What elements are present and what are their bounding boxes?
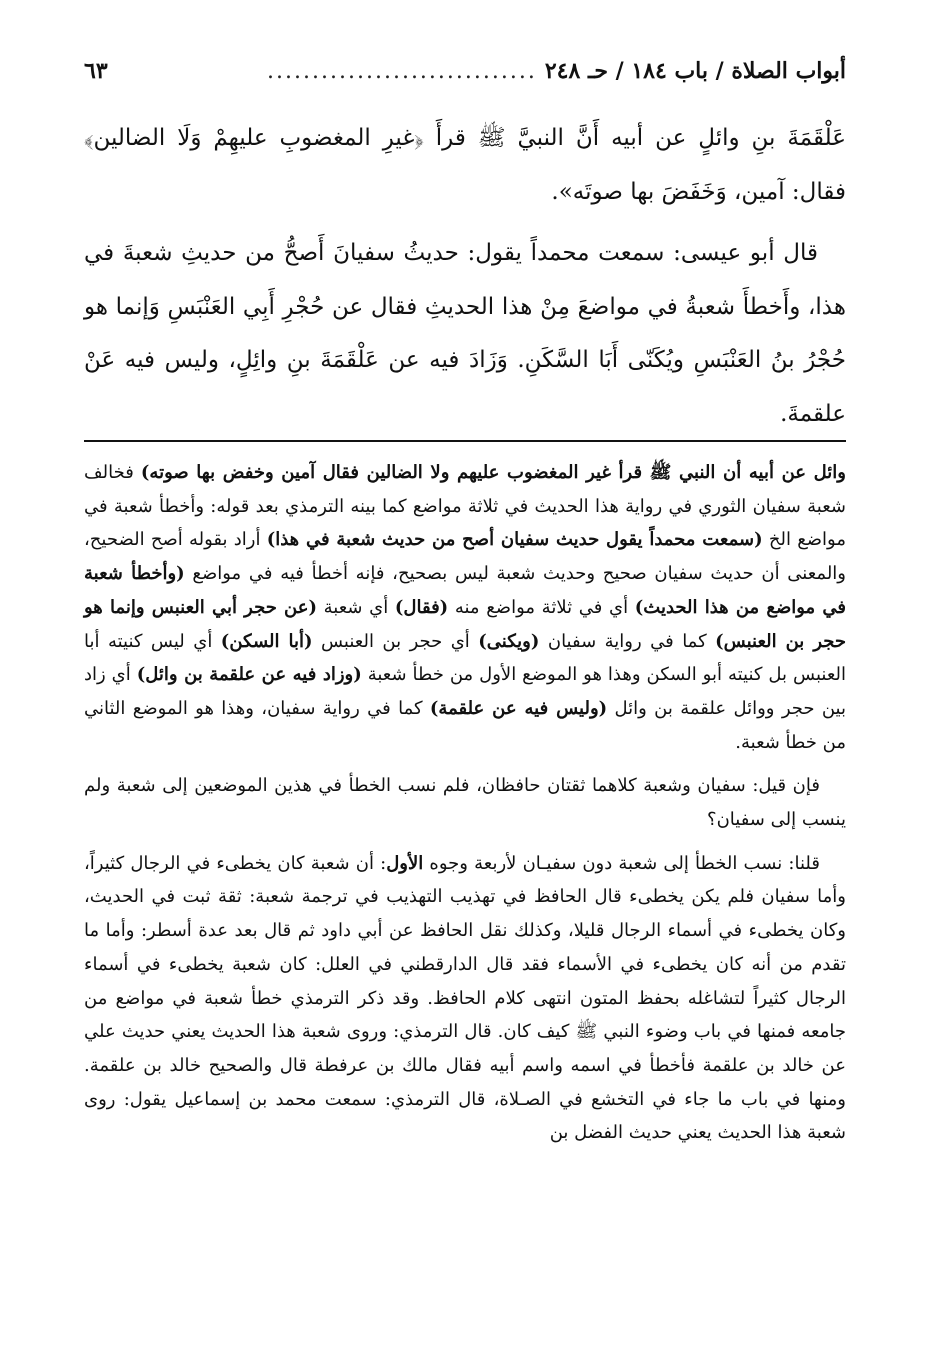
point-label: الأول: [386, 852, 424, 874]
leader-dots: ..............................: [267, 59, 537, 84]
quoted-text: (أبا السكن): [220, 630, 313, 652]
commentary-text: قلنا: نسب الخطأ إلى شعبة دون سفيـان لأربعة وجوه: [423, 852, 820, 874]
quoted-text: (وزاد فيه عن علقمة بن وائل): [136, 664, 362, 686]
commentary-text: أي ليس كنيته أبا العنبس بل كنيته أبو السكن وهذا هو الموضع الأول من خطأ شعبة: [84, 630, 846, 686]
quoted-text: (ويكنى): [478, 630, 540, 652]
commentary-text: أي شعبة: [317, 596, 395, 618]
commentary-text: كما في رواية سفيان: [539, 630, 716, 652]
running-title: أبواب الصلاة / باب ١٨٤ / حـ ٢٤٨: [544, 58, 846, 84]
commentary-text: فخالف شعبة سفيان الثوري في رواية هذا الحديث في ثلاثة مواضع كما بينه الترمذي بعد قوله: وأخطأ شعبة في مواضع الخ: [84, 462, 846, 551]
quoted-text: (وليس فيه عن علقمة): [429, 697, 608, 719]
commentary-paragraph-3: [84, 847, 846, 1150]
quoted-text: وائل عن أبيه أن النبي ﷺ قرأ غير المغضوب عليهم ولا الضالين فقال آمين وخفض بها صوته): [140, 462, 846, 483]
footnote-divider: [84, 440, 846, 442]
quoted-text: (سمعت محمداً يقول حديث سفيان أصح من حديث شعبة في هذا): [266, 529, 763, 551]
commentary-text: أراد بقوله أصح الضحيح، والمعنى أن حديث سفيان صحيح وحديث شعبة ليس بصحيح، فإنه أخطأ فيه في مواضع: [84, 529, 846, 585]
page-header: [84, 58, 846, 96]
commentary-paragraph-2: فإن قيل: سفيان وشعبة كلاهما ثقتان حافظان، فلم نسب الخطأ في هذين الموضعين إلى شعبة ولم ينسب إلى سفيان؟: [84, 775, 846, 831]
quoted-text: (عن حجر أبي العنبس وإنما هو حجر بن العنبس): [84, 596, 846, 652]
commentary-text: أي زاد بين حجر ووائل علقمة بن وائل: [84, 664, 846, 719]
main-paragraph-2: قال أبو عيسى: سمعت محمداً يقول: حديثُ سفيانَ أَصحُّ من حديثِ شعبةَ في هذا، وأَخطأَ شعبةُ في مواضعَ مِنْ هذا الحديثِ فقال عن حُجْرِ أَبِي العَنْبَسِ وَإنما هو حُجْرُ بنُ العَنْبَسِ ويُكَنّى أَبَا السَّكَنِ. وَزَادَ فيه عن عَلْقَمَةَ بنِ وائِلٍ، وليس فيه عَنْ علقمةَ.: [84, 240, 846, 427]
commentary-paragraph-1: [84, 456, 846, 759]
commentary-text: أي في ثلاثة مواضع منه: [448, 596, 635, 618]
commentary-text: أي حجر بن العنبس: [312, 630, 479, 652]
quoted-text: (وأخطأ شعبة في مواضع من هذا الحديث): [84, 563, 846, 618]
main-paragraph-1: عَلْقَمَةَ بنِ وائلٍ عن أبيه أَنَّ النبيَّ ﷺ قرأَ ﴿غيرِ المغضوبِ عليهِمْ وَلَا الضالين﴾ فقال: آمين، وَخَفَضَ بها صوتَه».: [84, 125, 846, 205]
main-text: [84, 112, 846, 441]
commentary-text: : أن شعبة كان يخطىء في الرجال كثيراً، وأما سفيان فلم يكن يخطىء قال الحافظ في تهذيب التهذيب في ترجمة شعبة: ثقة ثبت في الحديث، وكان يخطىء في أسماء الرجال قليلا، وكذلك نقل الحافظ عن أبي داود ثم قال بعد عدة أسطر: وأما ما تقدم من أنه كان يخطىء في الأسماء فقد قال الدارقطني في العلل: كان شعبة يخطىء في أسماء الرجال كثيراً لتشاغله بحفظ المتون انتهى كلام الحافظ. وقد ذكر الترمذي خطأ شعبة في مواضع من جامعه فمنها في باب وضوء النبي ﷺ كيف كان. قال الترمذي: وروى شعبة هذا الحديث يعني حديث علي عن خالد بن علقمة فأخطأ في اسمه واسم أبيه فقال مالك بن عرفطة قال والصحيح خالد بن علقمة. ومنها في باب ما جاء في التخشع في الصـلاة، قال الترمذي: سمعت محمد بن إسماعيل يقول: روى شعبة هذا الحديث يعني حديث الفضل بن: [84, 852, 846, 1144]
page-number: ٦٣: [84, 58, 108, 84]
commentary: [84, 456, 846, 1150]
commentary-text: كما في رواية سفيان، وهذا هو الموضع الثاني من خطأ شعبة.: [84, 697, 846, 753]
quoted-text: (فقال): [394, 596, 449, 618]
